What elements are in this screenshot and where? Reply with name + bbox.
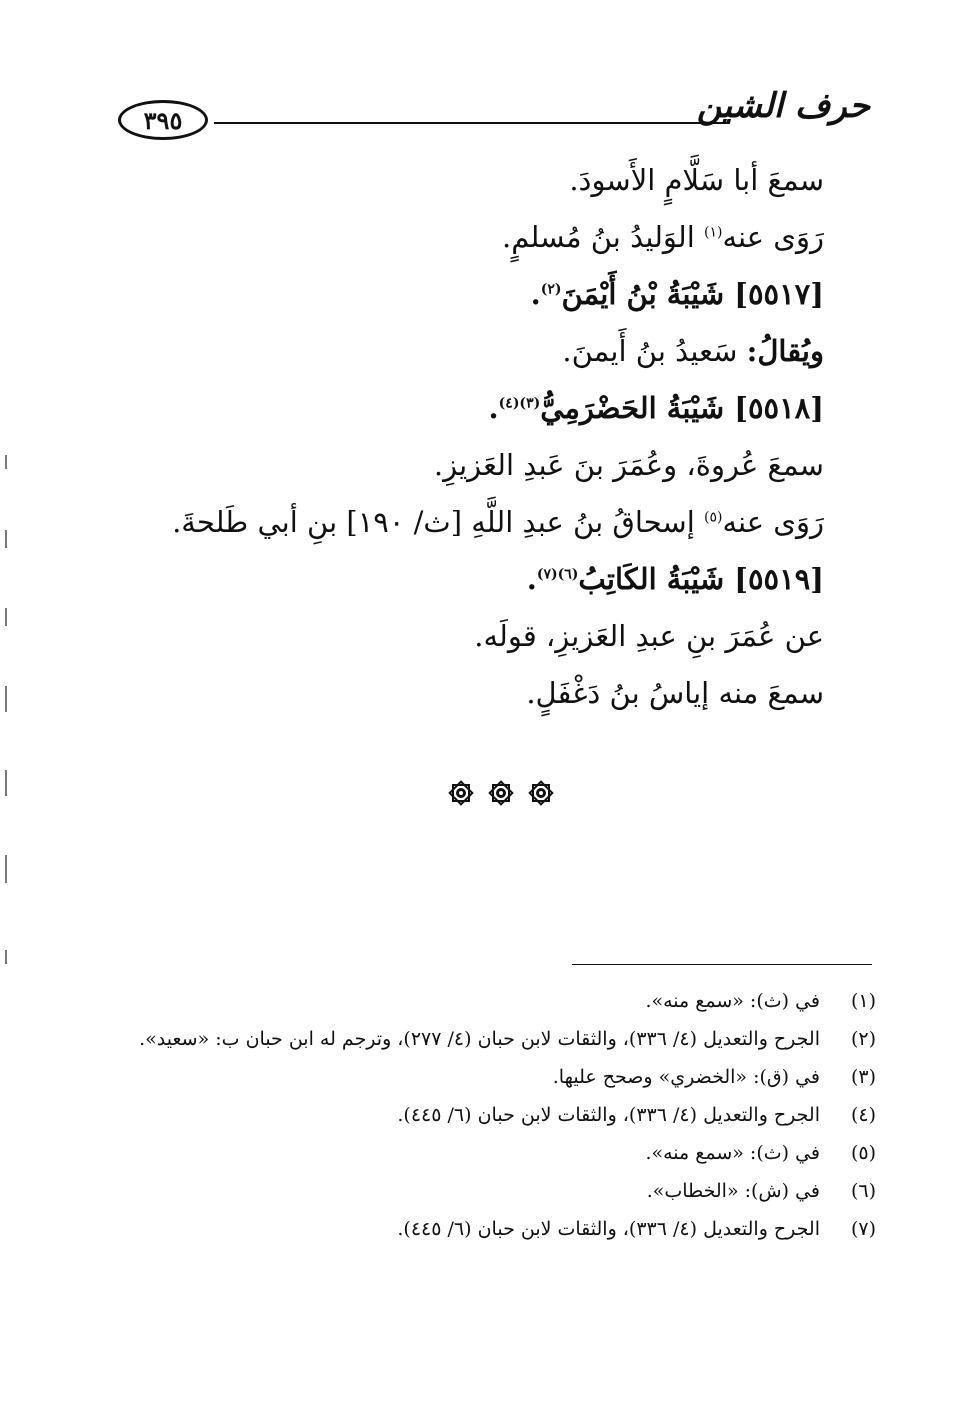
scan-mark — [5, 530, 7, 548]
header-rule — [214, 122, 730, 124]
star-flower-icon — [486, 778, 516, 808]
star-flower-icon — [446, 778, 476, 808]
text-line: رَوَى عنه$^{(١)}$ الوَليدُ بنُ مُسلمٍ. — [501, 220, 824, 254]
footnote: (١) في (ث): «سمع منه». — [645, 990, 876, 1012]
footnote-ref: (٦)(٧) — [536, 566, 579, 583]
footnote-ref: (٣)(٤) — [498, 395, 541, 412]
text-line: ويُقالُ: سَعيدُ بنُ أَيمنَ. — [562, 334, 824, 368]
entry-heading: [٥٥١٧] شَيْبَةُ بْنُ أَيْمَنَ$^{(٢)}$. — [530, 277, 824, 311]
entry-heading: [٥٥١٨] شَيْبَةُ الحَضْرَمِيُّ$^{(٣)(٤)}$. — [488, 391, 824, 425]
footnote-ref: (٢) — [540, 281, 562, 298]
star-flower-icon — [526, 778, 556, 808]
footnote-ref: (٥) — [704, 509, 723, 526]
text-line: سمعَ أبا سَلَّامٍ الأَسودَ. — [569, 163, 824, 197]
scan-mark — [5, 608, 7, 626]
footnote: (٦) في (ش): «الخطاب». — [646, 1180, 876, 1202]
footnote: (٢) الجرح والتعديل (٤/ ٣٣٦)، والثقات لابن حبان (٤/ ٢٧٧)، وترجم له ابن حبان ب: «سعيد». — [139, 1028, 876, 1050]
footnote: (٣) في (ق): «الخضري» وصحح عليها. — [552, 1066, 876, 1088]
bold-prefix: ويُقالُ: — [746, 334, 824, 368]
scan-mark — [5, 686, 7, 712]
entry-heading: [٥٥١٩] شَيْبَةُ الكَاتِبُ$^{(٦)(٧)}$. — [526, 562, 824, 596]
footnote-separator — [572, 964, 872, 965]
scan-mark — [5, 455, 7, 469]
page-number: ٣٩٥ — [118, 100, 208, 140]
footnote: (٤) الجرح والتعديل (٤/ ٣٣٦)، والثقات لابن حبان (٦/ ٤٤٥). — [397, 1104, 876, 1126]
text-line: رَوَى عنه$^{(٥)}$ إسحاقُ بنُ عبدِ اللَّهِ [ث/ ١٩٠] بنِ أبي طَلحةَ. — [172, 505, 824, 539]
footnote-ref: (١) — [704, 224, 723, 241]
footnotes — [116, 982, 876, 1248]
scan-mark — [5, 855, 7, 883]
page-header — [118, 86, 870, 152]
scan-mark — [5, 770, 7, 796]
text-line: عن عُمَرَ بنِ عبدِ العَزيزِ، قولَه. — [474, 619, 824, 653]
footnote: (٥) في (ث): «سمع منه». — [645, 1142, 876, 1164]
chapter-title: حرف الشين — [696, 86, 870, 126]
scan-mark — [5, 950, 7, 964]
text-line: سمعَ منه إياسُ بنُ دَغْفَلٍ. — [526, 676, 824, 710]
main-text — [104, 152, 824, 722]
text-line: سمعَ عُروةَ، وعُمَرَ بنَ عَبدِ العَزيزِ. — [433, 448, 824, 482]
footnote: (٧) الجرح والتعديل (٤/ ٣٣٦)، والثقات لابن حبان (٦/ ٤٤٥). — [397, 1218, 876, 1240]
section-ornament — [446, 778, 556, 808]
